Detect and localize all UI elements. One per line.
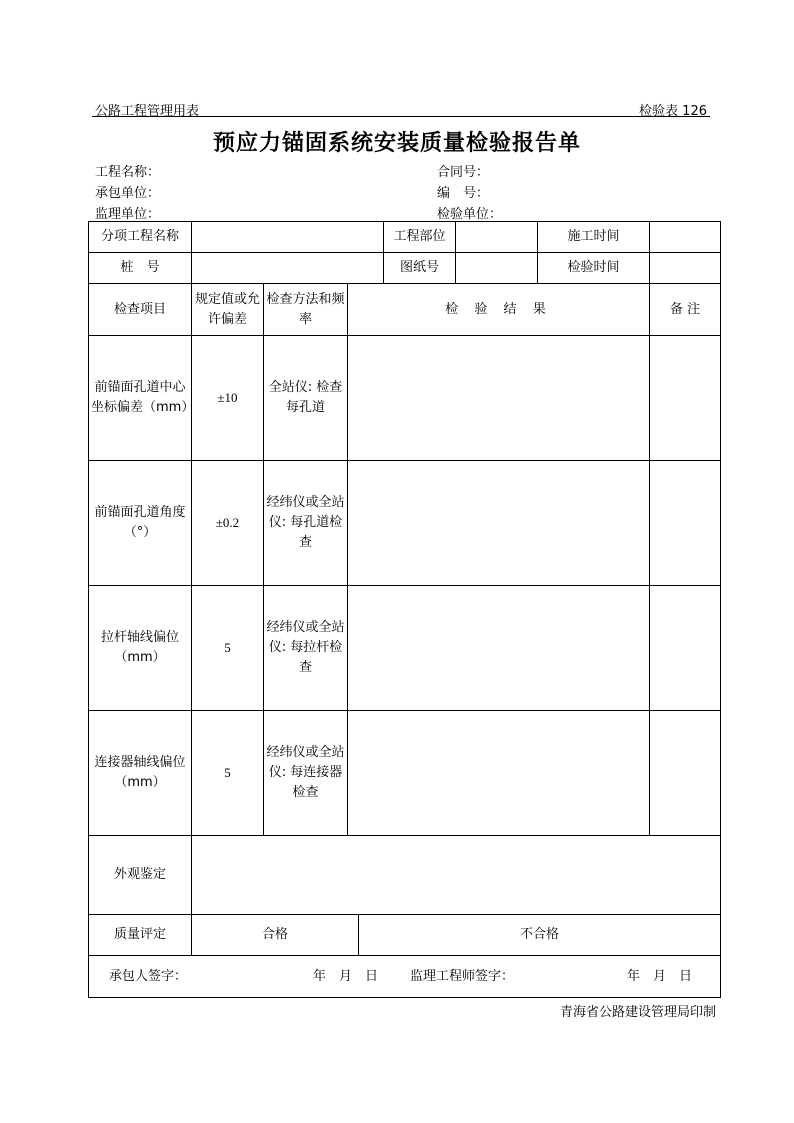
item-method: 全站仪: 检查每孔道	[264, 336, 348, 461]
footer-printer: 青海省公路建设管理局印制	[559, 1005, 716, 1020]
project-part-value[interactable]	[456, 222, 538, 253]
inspection-table	[88, 221, 721, 998]
item-method: 经纬仪或全站仪: 每孔道检查	[264, 461, 348, 586]
item-result-cell[interactable]	[348, 461, 650, 586]
quality-label: 质量评定	[89, 915, 192, 956]
item-method: 经纬仪或全站仪: 每拉杆检查	[264, 586, 348, 711]
station-label: 桩 号	[89, 253, 192, 284]
item-name: 前锚面孔道中心坐标偏差（mm）	[89, 336, 192, 461]
item-name: 连接器轴线偏位（mm）	[89, 711, 192, 836]
table-row	[89, 222, 721, 253]
col-header-item: 检查项目	[89, 284, 192, 336]
sub-project-value[interactable]	[192, 222, 384, 253]
item-remark-cell[interactable]	[650, 586, 721, 711]
appearance-row	[89, 836, 721, 915]
contractor-signature-label: 承包人签字：	[109, 968, 188, 984]
signature-row	[89, 956, 721, 998]
quality-fail[interactable]: 不合格	[359, 915, 721, 956]
col-header-remark: 备 注	[650, 284, 721, 336]
table-row	[89, 253, 721, 284]
sub-project-label: 分项工程名称	[89, 222, 192, 253]
item-name: 前锚面孔道角度（°）	[89, 461, 192, 586]
header-rule	[92, 116, 710, 117]
col-header-result: 检 验 结 果	[348, 284, 650, 336]
project-part-label: 工程部位	[384, 222, 456, 253]
appearance-label: 外观鉴定	[89, 836, 192, 915]
item-tolerance: ±0.2	[192, 461, 264, 586]
table-row	[89, 711, 721, 836]
col-header-tolerance: 规定值或允许偏差	[192, 284, 264, 336]
construction-time-label: 施工时间	[538, 222, 650, 253]
appearance-value[interactable]	[192, 836, 721, 915]
item-tolerance: ±10	[192, 336, 264, 461]
col-header-method: 检查方法和频率	[264, 284, 348, 336]
inspection-unit-label: 检验单位：	[437, 207, 503, 222]
contractor-signature-date: 年 月 日	[313, 968, 379, 984]
contractor-label: 承包单位：	[95, 186, 161, 201]
contract-no-label: 合同号：	[437, 165, 490, 180]
item-tolerance: 5	[192, 711, 264, 836]
header-form-category: 公路工程管理用表	[95, 104, 200, 119]
drawing-no-label: 图纸号	[384, 253, 456, 284]
quality-pass[interactable]: 合格	[192, 915, 359, 956]
item-remark-cell[interactable]	[650, 461, 721, 586]
item-result-cell[interactable]	[348, 586, 650, 711]
table-row	[89, 586, 721, 711]
number-label: 编 号：	[437, 186, 490, 201]
item-remark-cell[interactable]	[650, 336, 721, 461]
construction-time-value[interactable]	[650, 222, 721, 253]
project-name-label: 工程名称：	[95, 165, 161, 180]
item-result-cell[interactable]	[348, 336, 650, 461]
item-remark-cell[interactable]	[650, 711, 721, 836]
item-method: 经纬仪或全站仪: 每连接器检查	[264, 711, 348, 836]
signature-cell	[89, 956, 721, 998]
supervisor-label: 监理单位：	[95, 207, 161, 222]
engineer-signature-label: 监理工程师签字：	[410, 968, 515, 984]
item-result-cell[interactable]	[348, 711, 650, 836]
column-header-row	[89, 284, 721, 336]
engineer-signature-date: 年 月 日	[627, 968, 693, 984]
drawing-no-value[interactable]	[456, 253, 538, 284]
table-row	[89, 461, 721, 586]
item-name: 拉杆轴线偏位（mm）	[89, 586, 192, 711]
inspection-time-label: 检验时间	[538, 253, 650, 284]
item-tolerance: 5	[192, 586, 264, 711]
station-value[interactable]	[192, 253, 384, 284]
page-title: 预应力锚固系统安装质量检验报告单	[212, 130, 581, 156]
table-row	[89, 336, 721, 461]
quality-row	[89, 915, 721, 956]
header-form-number: 检验表 126	[639, 104, 707, 119]
inspection-time-value[interactable]	[650, 253, 721, 284]
